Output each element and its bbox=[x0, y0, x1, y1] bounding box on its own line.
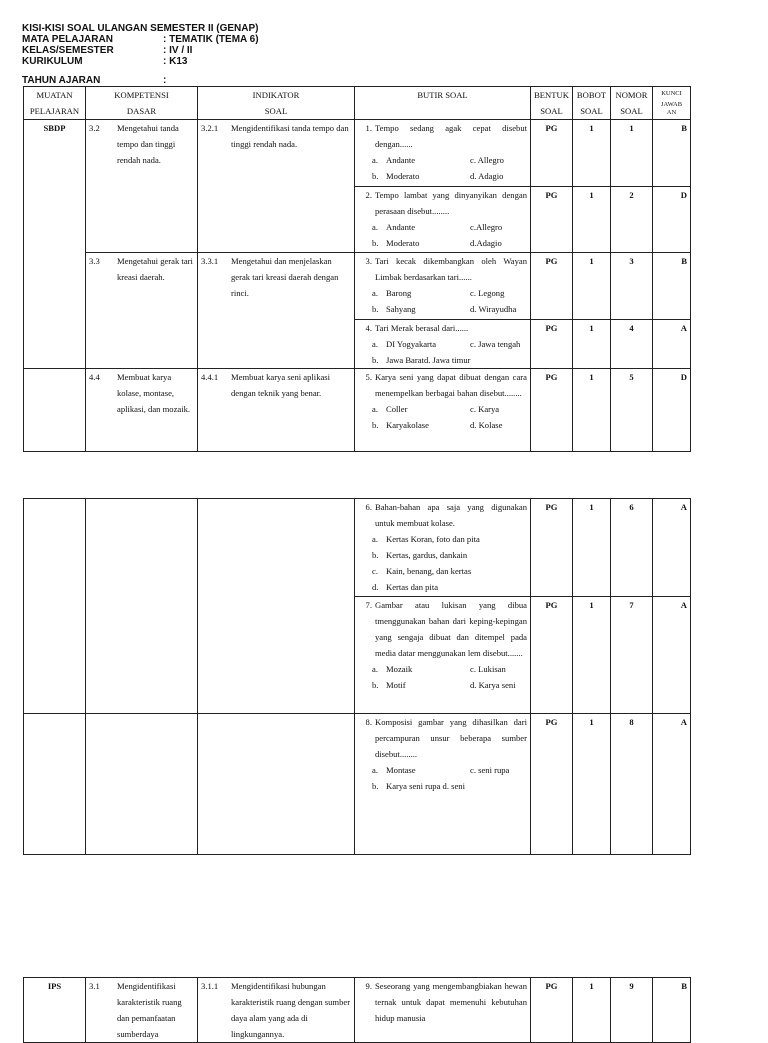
bentuk-cell: PG bbox=[531, 320, 573, 369]
col-nomor-header: NOMOR SOAL bbox=[611, 87, 653, 120]
kunci-cell: D bbox=[653, 187, 691, 253]
nomor-cell: 8 bbox=[611, 714, 653, 855]
bentuk-cell: PG bbox=[531, 369, 573, 452]
indikator-cell: 3.1.1 Mengidentifikasi hubungan karakteristik ruang dengan sumber daya alam yang ada di lingkungannya. bbox=[198, 978, 355, 1043]
subject-empty-cell bbox=[24, 714, 86, 855]
table-row bbox=[24, 253, 691, 320]
question-6: 6. Bahan-bahan apa saja yang digunakan untuk membuat kolase. a. Kertas Koran, foto dan pita b. Kertas, gardus, dankain c. Kain, benang, dan kertas d. Kertas dan pita bbox=[355, 499, 531, 597]
question-7: 7. Gambar atau lukisan yang dibua tmenggunakan bahan dari keping-kepingan yang sengaja dibuat dan ditempel pada media datar menggunakan lem disebut....... a. Mozaik c. Lukisan b. Motif d. Karya seni bbox=[355, 597, 531, 714]
col-indikator-header: INDIKATOR SOAL bbox=[198, 87, 355, 120]
kd-cell: 3.2 Mengetahui tanda tempo dan tinggi rendah nada. bbox=[86, 120, 198, 253]
kd-cell: 3.3 Mengetahui gerak tari kreasi daerah. bbox=[86, 253, 198, 369]
subject-ips: IPS bbox=[24, 978, 86, 1043]
nomor-cell: 3 bbox=[611, 253, 653, 320]
bentuk-cell: PG bbox=[531, 499, 573, 597]
question-3: 3. Tari kecak dikembangkan oleh Wayan Limbak berdasarkan tari...... a. Barong c. Legong b. Sahyang d. Wirayudha bbox=[355, 253, 531, 320]
kisi-kisi-table-page-3 bbox=[23, 977, 691, 1043]
indikator-cell: 3.3.1 Mengetahui dan menjelaskan gerak tari kreasi daerah dengan rinci. bbox=[198, 253, 355, 369]
col-kompetensi-header: KOMPETENSI DASAR bbox=[86, 87, 198, 120]
bobot-cell: 1 bbox=[573, 187, 611, 253]
bentuk-cell: PG bbox=[531, 597, 573, 714]
indikator-cell: 3.2.1 Mengidentifikasi tanda tempo dan tinggi rendah nada. bbox=[198, 120, 355, 253]
col-bentuk-header: BENTUK SOAL bbox=[531, 87, 573, 120]
bobot-cell: 1 bbox=[573, 499, 611, 597]
bobot-cell: 1 bbox=[573, 597, 611, 714]
nomor-cell: 4 bbox=[611, 320, 653, 369]
bobot-cell: 1 bbox=[573, 978, 611, 1043]
bobot-cell: 1 bbox=[573, 714, 611, 855]
nomor-cell: 1 bbox=[611, 120, 653, 187]
kelas-label: KELAS/SEMESTER bbox=[22, 45, 114, 56]
kunci-cell: B bbox=[653, 253, 691, 320]
table-row bbox=[24, 714, 691, 855]
nomor-cell: 2 bbox=[611, 187, 653, 253]
kd-empty-cell bbox=[86, 499, 198, 714]
question-4: 4. Tari Merak berasal dari...... a. DI Yogyakarta c. Jawa tengah b. Jawa Baratd. Jawa timur bbox=[355, 320, 531, 369]
tahun-label: TAHUN AJARAN bbox=[22, 75, 101, 86]
table-header-row bbox=[24, 87, 691, 120]
bentuk-cell: PG bbox=[531, 187, 573, 253]
document-title: KISI-KISI SOAL ULANGAN SEMESTER II (GENAP) bbox=[22, 23, 259, 34]
kunci-cell: B bbox=[653, 978, 691, 1043]
bobot-cell: 1 bbox=[573, 369, 611, 452]
bentuk-cell: PG bbox=[531, 253, 573, 320]
mapel-value: : TEMATIK (TEMA 6) bbox=[163, 34, 259, 45]
question-9: 9. Seseorang yang mengembangbiakan hewan ternak untuk dapat memenuhi kebutuhan hidup manusia bbox=[355, 978, 531, 1043]
bobot-cell: 1 bbox=[573, 320, 611, 369]
bentuk-cell: PG bbox=[531, 714, 573, 855]
tahun-value: : bbox=[163, 75, 167, 86]
table-row bbox=[24, 369, 691, 452]
col-bobot-header: BOBOT SOAL bbox=[573, 87, 611, 120]
kd-empty-cell bbox=[86, 714, 198, 855]
subject-sbdp: SBDP bbox=[24, 120, 86, 369]
table-row bbox=[24, 120, 691, 187]
kunci-cell: A bbox=[653, 499, 691, 597]
indikator-empty-cell bbox=[198, 714, 355, 855]
kurikulum-value: : K13 bbox=[163, 56, 188, 67]
col-muatan-header: MUATAN PELAJARAN bbox=[24, 87, 86, 120]
kunci-cell: A bbox=[653, 597, 691, 714]
kunci-cell: D bbox=[653, 369, 691, 452]
bentuk-cell: PG bbox=[531, 978, 573, 1043]
nomor-cell: 7 bbox=[611, 597, 653, 714]
bentuk-cell: PG bbox=[531, 120, 573, 187]
question-1: 1. Tempo sedang agak cepat disebut dengan...... a. Andante c. Allegro b. Moderato d. Adagio bbox=[355, 120, 531, 187]
kd-cell: 3.1 Mengidentifikasi karakteristik ruang dan pemanfaatan sumberdaya bbox=[86, 978, 198, 1043]
col-butir-header: BUTIR SOAL bbox=[355, 87, 531, 120]
bobot-cell: 1 bbox=[573, 253, 611, 320]
nomor-cell: 6 bbox=[611, 499, 653, 597]
kunci-cell: B bbox=[653, 120, 691, 187]
col-kunci-header: KUNCI JAWAB AN bbox=[653, 87, 691, 120]
kisi-kisi-table-page-2 bbox=[23, 498, 691, 855]
nomor-cell: 5 bbox=[611, 369, 653, 452]
question-8: 8. Komposisi gambar yang dihasilkan dari percampuran unsur beberapa sumber disebut........ a. Montase c. seni rupa b. Karya seni rupa d. seni bbox=[355, 714, 531, 855]
question-2: 2. Tempo lambat yang dinyanyikan dengan perasaan disebut........ a. Andante c.Allegro b. Moderato d.Adagio bbox=[355, 187, 531, 253]
bobot-cell: 1 bbox=[573, 120, 611, 187]
kd-cell: 4.4 Membuat karya kolase, montase, aplikasi, dan mozaik. bbox=[86, 369, 198, 452]
subject-empty-cell bbox=[24, 499, 86, 714]
kelas-value: : IV / II bbox=[163, 45, 193, 56]
question-5: 5. Karya seni yang dapat dibuat dengan cara menempelkan berbagai bahan disebut........ a. Coller c. Karya b. Karyakolase d. Kolase bbox=[355, 369, 531, 452]
indikator-empty-cell bbox=[198, 499, 355, 714]
kunci-cell: A bbox=[653, 714, 691, 855]
kisi-kisi-table-page-1 bbox=[23, 86, 691, 452]
kunci-cell: A bbox=[653, 320, 691, 369]
subject-empty-cell bbox=[24, 369, 86, 452]
nomor-cell: 9 bbox=[611, 978, 653, 1043]
indikator-cell: 4.4.1 Membuat karya seni aplikasi dengan teknik yang benar. bbox=[198, 369, 355, 452]
mapel-label: MATA PELAJARAN bbox=[22, 34, 113, 45]
table-row bbox=[24, 499, 691, 597]
table-row bbox=[24, 978, 691, 1043]
kurikulum-label: KURIKULUM bbox=[22, 56, 83, 67]
